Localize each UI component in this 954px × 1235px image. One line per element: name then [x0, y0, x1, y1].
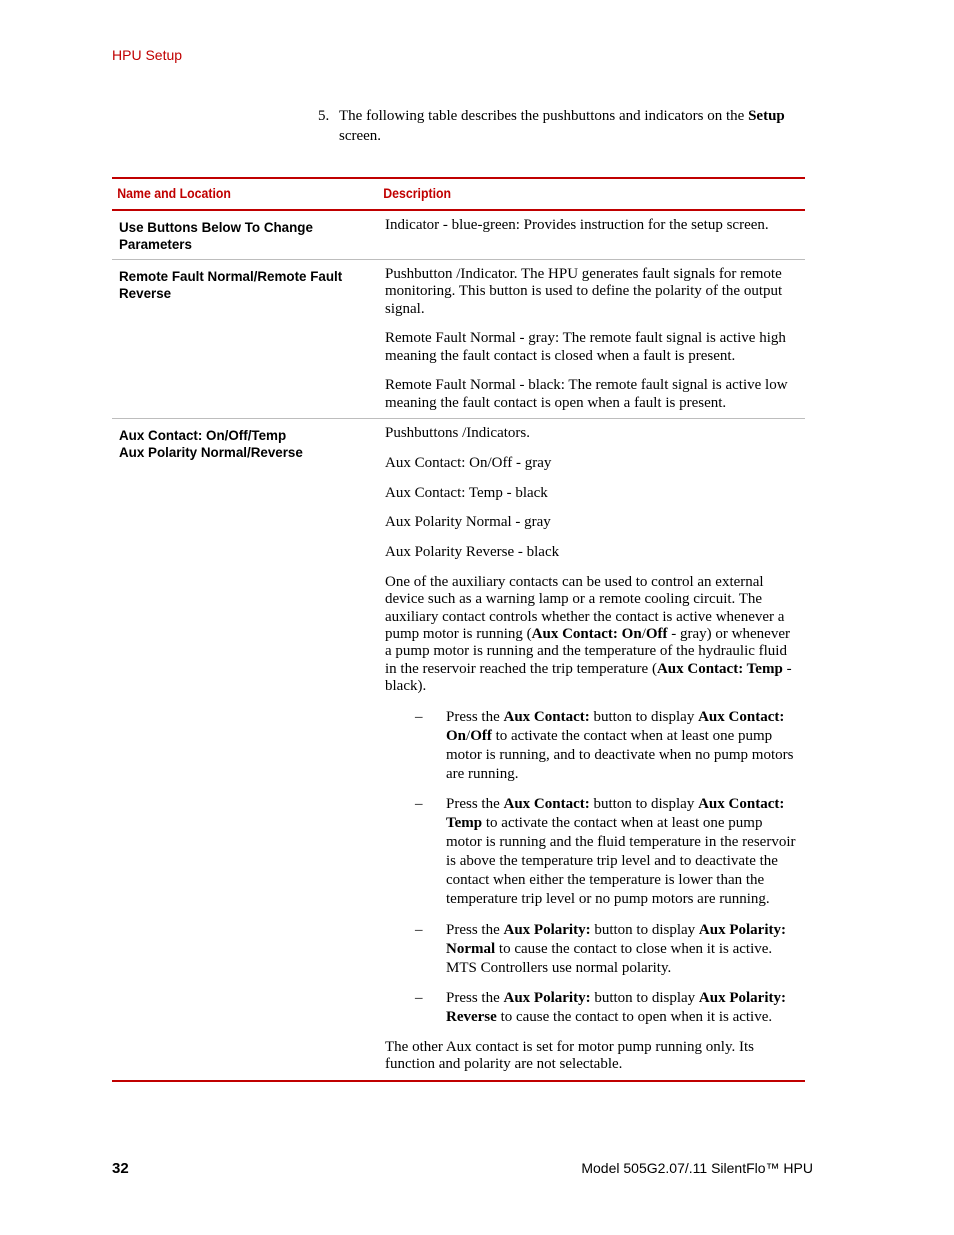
column-header-description: Description	[378, 178, 754, 210]
table-row	[112, 419, 805, 1081]
list-item: – Press the Aux Contact: button to display Aux Contact: On/Off to activate the contact when at least one pump motor is running, and to deactivate when no pump motors are running.	[415, 708, 794, 782]
list-item: – Press the Aux Polarity: button to display Aux Polarity: Normal to cause the contact to close when it is active. MTS Controllers use normal polarity.	[415, 921, 786, 976]
step-number: 5.	[318, 108, 330, 124]
row-name: Aux Contact: On/Off/Temp Aux Polarity Normal/Reverse	[112, 419, 378, 1081]
row-description: Pushbutton /Indicator. The HPU generates fault signals for remote monitoring. This button is used to define the polarity of the output signal. Remote Fault Normal - gray: The remote fault signal is active high meaning the fault contact is closed when a fault is present. Remote Fault Normal - black: The remote fault signal is active low meaning the fault contact is open when a fault is present.	[378, 260, 805, 419]
table-header-row	[112, 178, 805, 210]
row-description: Pushbuttons /Indicators. Aux Contact: On/Off - gray Aux Contact: Temp - black Aux Polarity Normal - gray Aux Polarity Reverse - black One of the auxiliary contacts can be used to control an external device such as a warning lamp or a remote cooling circuit. The auxiliary contact controls whether the contact is active whenever a pump motor is running (Aux Contact: On/Off - gray) or whenever a pump motor is running and the temperature of the hydraulic fluid in the reservoir reached the trip temperature (Aux Contact: Temp - black). – Press the Aux Contact: button to display Aux Contact: On/Off to activate the contact when at least one pump motor is running, and to deactivate when no pump motors are running. – Press the Aux Contact: button to display Aux Contact: Temp to activate the contact when at least one pump motor is running and the fluid temperature in the reservoir is above the temperature trip level and to deactivate the contact when either the temperature is lower than the temperature trip level or no pump motors are running. – Press the Aux Polarity: button to display Aux Polarity: Normal to cause the contact to close when it is active. MTS Controllers use normal polarity. – Press the Aux Polarity: button to display Aux Polarity: Reverse to cause the contact to open when it is active. The other Aux contact is set for motor pump running only. Its function and polarity are not selectable.	[378, 419, 805, 1081]
running-header: HPU Setup	[112, 47, 183, 63]
intro-step	[318, 107, 808, 146]
table-row	[112, 210, 805, 260]
aux-explanation: One of the auxiliary contacts can be used to control an external device such as a warning lamp or a remote cooling circuit. The auxiliary contact controls whether the contact is active whenever a pump motor is running (Aux Contact: On/Off - gray) or whenever a pump motor is running and the temperature of the hydraulic fluid in the reservoir reached the trip temperature (Aux Contact: Temp - black).	[385, 574, 792, 694]
dash-list	[385, 708, 797, 1028]
row-name: Remote Fault Normal/Remote Fault Reverse	[112, 260, 378, 419]
row-name: Use Buttons Below To Change Parameters	[119, 220, 313, 252]
page-number: 32	[112, 1160, 129, 1177]
list-item: – Press the Aux Polarity: button to display Aux Polarity: Reverse to cause the contact to open when it is active.	[415, 990, 786, 1026]
footer-model: Model 505G2.07/.11 SilentFlo™ HPU	[581, 1160, 813, 1176]
row-description: Indicator - blue-green: Provides instruction for the setup screen.	[385, 217, 769, 233]
step-text: The following table describes the pushbuttons and indicators on the Setup screen.	[339, 108, 785, 144]
setup-screen-table	[112, 177, 805, 1082]
list-item: – Press the Aux Contact: button to display Aux Contact: Temp to activate the contact when at least one pump motor is running and the fluid temperature in the reservoir is above the temperature trip level and to deactivate the contact when either the temperature is lower than the temperature trip level or no pump motors are running.	[415, 796, 796, 908]
column-header-name: Name and Location	[112, 178, 346, 210]
table-row	[112, 260, 805, 419]
